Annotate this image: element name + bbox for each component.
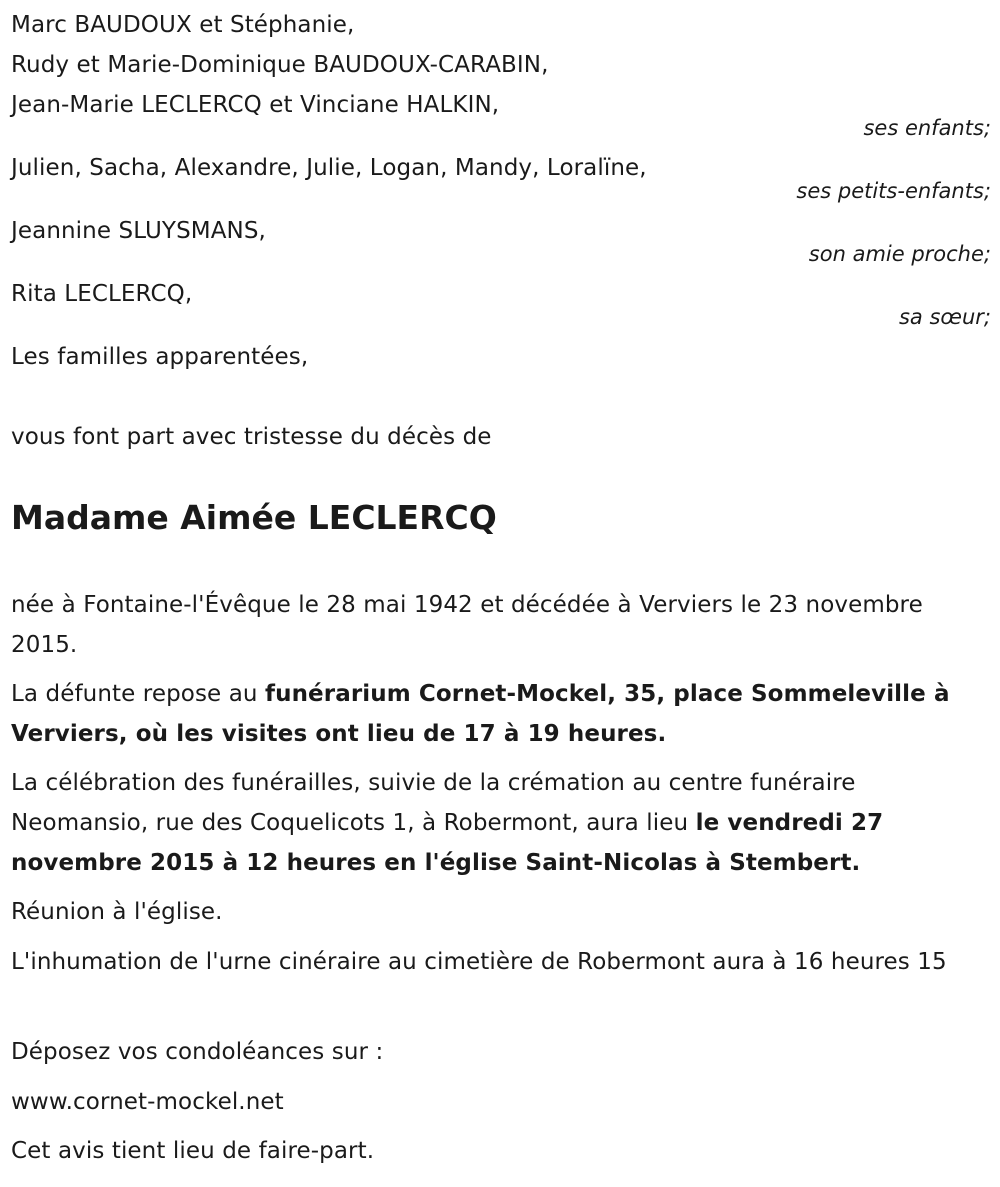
role-children: ses enfants; [863, 116, 991, 140]
closing-paragraph: Cet avis tient lieu de faire-part. [11, 1138, 375, 1164]
relatives: Les familles apparentées, [11, 344, 309, 370]
family-line-1: Marc BAUDOUX et Stéphanie, [11, 12, 355, 38]
website-link[interactable]: www.cornet-mockel.net [11, 1089, 284, 1115]
celebration-intro: La célébration des funérailles, suivie de la crémation au centre funéraire Neomansio, rue des Coquelicots 1, à Robermont, aura lieu [11, 770, 856, 836]
reunion-paragraph: Réunion à l'église. [11, 899, 223, 925]
repose-paragraph [11, 674, 991, 754]
role-friend: son amie proche; [808, 242, 991, 266]
birth-death-paragraph: née à Fontaine-l'Évêque le 28 mai 1942 et décédée à Verviers le 23 novembre 2015. [11, 592, 923, 658]
role-sister: sa sœur; [898, 305, 991, 329]
friend-name: Jeannine SLUYSMANS, [11, 218, 266, 244]
celebration-details: le vendredi 27 novembre 2015 à 12 heures en l'église Saint-Nicolas à Stembert. [11, 810, 884, 876]
role-grandchildren: ses petits-enfants; [796, 179, 991, 203]
inhumation-paragraph: L'inhumation de l'urne cinéraire au cimetière de Robermont aura à 16 heures 15 [11, 949, 947, 975]
family-line-2: Rudy et Marie-Dominique BAUDOUX-CARABIN, [11, 52, 549, 78]
condolences-label: Déposez vos condoléances sur : [11, 1039, 384, 1065]
celebration-paragraph [11, 763, 991, 883]
family-line-3: Jean-Marie LECLERCQ et Vinciane HALKIN, [11, 92, 500, 118]
deceased-name: Madame Aimée LECLERCQ [11, 498, 497, 537]
grandchildren-names: Julien, Sacha, Alexandre, Julie, Logan, Mandy, Loralïne, [11, 155, 647, 181]
repose-intro: La défunte repose au [11, 681, 265, 707]
repose-details: funérarium Cornet-Mockel, 35, place Sommeleville à Verviers, où les visites ont lieu de 17 à 19 heures. [11, 681, 950, 747]
announcement: vous font part avec tristesse du décès de [11, 424, 492, 450]
sister-name: Rita LECLERCQ, [11, 281, 193, 307]
